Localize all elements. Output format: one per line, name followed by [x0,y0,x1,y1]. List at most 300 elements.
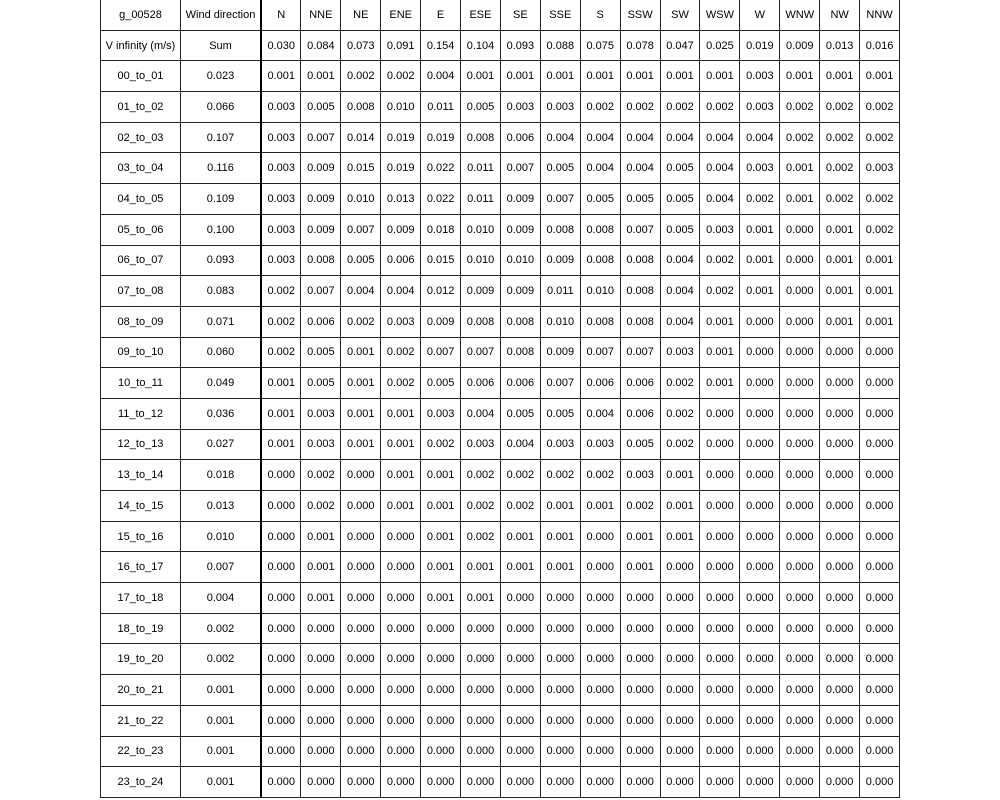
row-sum: 0.001 [181,705,262,736]
frequency-cell: 0.001 [860,245,900,276]
frequency-cell: 0.000 [740,491,780,522]
frequency-cell: 0.002 [261,337,301,368]
frequency-cell: 0.004 [660,122,700,153]
frequency-cell: 0.008 [500,306,540,337]
frequency-cell: 0.000 [740,767,780,798]
frequency-cell: 0.008 [620,306,660,337]
table-row [101,460,900,491]
frequency-cell: 0.005 [421,368,461,399]
frequency-cell: 0.000 [700,583,740,614]
frequency-cell: 0.001 [301,552,341,583]
frequency-cell: 0.000 [700,521,740,552]
frequency-cell: 0.004 [461,398,501,429]
row-sum: 0.027 [181,429,262,460]
frequency-cell: 0.001 [820,306,860,337]
frequency-cell: 0.010 [580,276,620,307]
frequency-cell: 0.009 [301,214,341,245]
speed-bin-label: 22_to_23 [101,736,181,767]
speed-header: V infinity (m/s) [101,30,181,61]
direction-sum-nw: 0.013 [820,30,860,61]
direction-sum-ne: 0.073 [341,30,381,61]
frequency-cell: 0.000 [780,337,820,368]
frequency-cell: 0.006 [301,306,341,337]
frequency-cell: 0.002 [700,276,740,307]
frequency-cell: 0.002 [261,306,301,337]
table-body [101,0,900,797]
speed-bin-label: 10_to_11 [101,368,181,399]
frequency-cell: 0.001 [780,61,820,92]
frequency-cell: 0.005 [301,337,341,368]
frequency-cell: 0.006 [620,398,660,429]
frequency-cell: 0.002 [700,92,740,123]
frequency-cell: 0.002 [740,184,780,215]
frequency-cell: 0.000 [461,675,501,706]
frequency-cell: 0.000 [620,675,660,706]
frequency-cell: 0.014 [341,122,381,153]
table-row [101,705,900,736]
speed-bin-label: 16_to_17 [101,552,181,583]
direction-label-ne: NE [341,0,381,30]
frequency-cell: 0.001 [820,276,860,307]
frequency-cell: 0.001 [421,460,461,491]
frequency-cell: 0.005 [540,398,580,429]
direction-label-wsw: WSW [700,0,740,30]
direction-label-sse: SSE [540,0,580,30]
frequency-cell: 0.001 [261,61,301,92]
frequency-cell: 0.000 [421,613,461,644]
table-row [101,245,900,276]
speed-bin-label: 20_to_21 [101,675,181,706]
frequency-cell: 0.000 [820,491,860,522]
frequency-cell: 0.000 [820,705,860,736]
frequency-cell: 0.008 [580,214,620,245]
frequency-cell: 0.001 [301,583,341,614]
frequency-cell: 0.000 [860,705,900,736]
frequency-cell: 0.000 [780,705,820,736]
frequency-cell: 0.000 [540,675,580,706]
frequency-cell: 0.001 [700,306,740,337]
row-sum: 0.004 [181,583,262,614]
frequency-cell: 0.000 [421,736,461,767]
frequency-cell: 0.000 [301,613,341,644]
frequency-cell: 0.000 [740,521,780,552]
frequency-cell: 0.001 [620,61,660,92]
table-row [101,675,900,706]
frequency-cell: 0.005 [660,184,700,215]
direction-sum-n: 0.030 [261,30,301,61]
frequency-cell: 0.008 [461,122,501,153]
direction-sum-nne: 0.084 [301,30,341,61]
wind-frequency-table [100,0,900,798]
frequency-cell: 0.000 [381,767,421,798]
frequency-cell: 0.008 [500,337,540,368]
frequency-cell: 0.018 [421,214,461,245]
frequency-cell: 0.002 [540,460,580,491]
frequency-cell: 0.008 [341,92,381,123]
frequency-cell: 0.000 [261,552,301,583]
table-row [101,491,900,522]
frequency-cell: 0.002 [461,491,501,522]
frequency-cell: 0.000 [660,583,700,614]
frequency-cell: 0.000 [660,736,700,767]
table-row [101,429,900,460]
frequency-cell: 0.000 [820,613,860,644]
direction-header: Wind direction [181,0,262,30]
frequency-cell: 0.000 [780,521,820,552]
frequency-cell: 0.000 [780,552,820,583]
speed-bin-label: 14_to_15 [101,491,181,522]
frequency-cell: 0.000 [820,675,860,706]
row-sum: 0.023 [181,61,262,92]
frequency-cell: 0.001 [580,491,620,522]
frequency-cell: 0.000 [820,552,860,583]
frequency-cell: 0.000 [860,736,900,767]
frequency-cell: 0.001 [461,583,501,614]
frequency-cell: 0.000 [301,736,341,767]
frequency-cell: 0.002 [500,460,540,491]
frequency-cell: 0.000 [341,705,381,736]
direction-sum-ese: 0.104 [461,30,501,61]
frequency-cell: 0.007 [341,214,381,245]
frequency-cell: 0.011 [540,276,580,307]
frequency-cell: 0.000 [261,613,301,644]
frequency-cell: 0.001 [381,398,421,429]
frequency-cell: 0.022 [421,153,461,184]
direction-label-ene: ENE [381,0,421,30]
frequency-cell: 0.000 [860,337,900,368]
frequency-cell: 0.000 [261,644,301,675]
frequency-cell: 0.000 [620,767,660,798]
frequency-cell: 0.004 [620,122,660,153]
frequency-cell: 0.001 [421,521,461,552]
frequency-cell: 0.000 [540,583,580,614]
frequency-cell: 0.010 [381,92,421,123]
frequency-cell: 0.000 [660,675,700,706]
table-row [101,306,900,337]
frequency-cell: 0.000 [860,398,900,429]
frequency-cell: 0.005 [461,92,501,123]
row-sum: 0.049 [181,368,262,399]
frequency-cell: 0.000 [660,705,700,736]
frequency-cell: 0.015 [341,153,381,184]
frequency-cell: 0.001 [500,552,540,583]
frequency-cell: 0.010 [500,245,540,276]
frequency-cell: 0.007 [540,368,580,399]
speed-bin-label: 04_to_05 [101,184,181,215]
frequency-cell: 0.000 [740,337,780,368]
frequency-cell: 0.006 [381,245,421,276]
frequency-cell: 0.001 [740,245,780,276]
frequency-cell: 0.000 [540,613,580,644]
row-sum: 0.002 [181,644,262,675]
direction-label-nne: NNE [301,0,341,30]
frequency-cell: 0.000 [780,460,820,491]
frequency-cell: 0.000 [500,675,540,706]
frequency-cell: 0.003 [740,61,780,92]
frequency-cell: 0.000 [261,767,301,798]
frequency-cell: 0.000 [301,675,341,706]
table-row [101,122,900,153]
frequency-cell: 0.009 [381,214,421,245]
frequency-cell: 0.000 [500,705,540,736]
frequency-cell: 0.011 [461,184,501,215]
frequency-cell: 0.022 [421,184,461,215]
frequency-cell: 0.001 [700,337,740,368]
frequency-cell: 0.003 [301,429,341,460]
speed-bin-label: 13_to_14 [101,460,181,491]
direction-label-wnw: WNW [780,0,820,30]
frequency-cell: 0.007 [620,337,660,368]
frequency-cell: 0.000 [860,644,900,675]
frequency-cell: 0.000 [261,675,301,706]
row-sum: 0.100 [181,214,262,245]
frequency-cell: 0.007 [421,337,461,368]
row-sum: 0.018 [181,460,262,491]
frequency-cell: 0.005 [540,153,580,184]
frequency-cell: 0.002 [461,460,501,491]
frequency-cell: 0.000 [620,705,660,736]
frequency-cell: 0.001 [540,521,580,552]
direction-sum-sse: 0.088 [540,30,580,61]
direction-label-w: W [740,0,780,30]
frequency-cell: 0.000 [780,306,820,337]
frequency-cell: 0.000 [500,736,540,767]
frequency-cell: 0.001 [421,552,461,583]
speed-bin-label: 05_to_06 [101,214,181,245]
table-row [101,583,900,614]
frequency-cell: 0.004 [500,429,540,460]
table-row [101,184,900,215]
frequency-cell: 0.000 [540,767,580,798]
frequency-cell: 0.002 [660,368,700,399]
frequency-cell: 0.000 [780,398,820,429]
frequency-cell: 0.005 [620,429,660,460]
direction-label-ssw: SSW [620,0,660,30]
frequency-cell: 0.015 [421,245,461,276]
frequency-cell: 0.007 [620,214,660,245]
frequency-cell: 0.002 [660,92,700,123]
frequency-cell: 0.008 [461,306,501,337]
row-sum: 0.060 [181,337,262,368]
frequency-cell: 0.000 [700,705,740,736]
frequency-cell: 0.000 [820,736,860,767]
frequency-cell: 0.000 [740,736,780,767]
speed-bin-label: 08_to_09 [101,306,181,337]
frequency-cell: 0.000 [381,613,421,644]
frequency-cell: 0.001 [381,460,421,491]
frequency-cell: 0.000 [820,368,860,399]
frequency-cell: 0.000 [500,644,540,675]
frequency-cell: 0.001 [500,521,540,552]
frequency-cell: 0.000 [780,276,820,307]
frequency-cell: 0.007 [580,337,620,368]
frequency-cell: 0.002 [341,61,381,92]
frequency-cell: 0.003 [421,398,461,429]
speed-bin-label: 09_to_10 [101,337,181,368]
frequency-cell: 0.004 [540,122,580,153]
frequency-cell: 0.009 [421,306,461,337]
frequency-cell: 0.000 [860,521,900,552]
frequency-cell: 0.000 [700,644,740,675]
frequency-cell: 0.001 [740,276,780,307]
frequency-cell: 0.000 [820,460,860,491]
frequency-cell: 0.001 [421,583,461,614]
frequency-cell: 0.010 [461,245,501,276]
table-row [101,368,900,399]
frequency-cell: 0.000 [780,644,820,675]
frequency-cell: 0.000 [820,644,860,675]
frequency-cell: 0.000 [860,675,900,706]
speed-bin-label: 21_to_22 [101,705,181,736]
frequency-cell: 0.001 [860,306,900,337]
frequency-cell: 0.000 [620,613,660,644]
frequency-cell: 0.000 [660,552,700,583]
frequency-cell: 0.008 [540,214,580,245]
frequency-cell: 0.003 [461,429,501,460]
frequency-cell: 0.010 [540,306,580,337]
frequency-cell: 0.008 [580,306,620,337]
frequency-cell: 0.003 [500,92,540,123]
row-sum: 0.001 [181,736,262,767]
frequency-cell: 0.001 [580,61,620,92]
frequency-cell: 0.006 [500,122,540,153]
table-row [101,61,900,92]
direction-sum-ssw: 0.078 [620,30,660,61]
frequency-cell: 0.001 [461,552,501,583]
frequency-cell: 0.001 [301,61,341,92]
table-row [101,92,900,123]
frequency-cell: 0.001 [620,521,660,552]
frequency-cell: 0.002 [301,491,341,522]
frequency-cell: 0.004 [660,306,700,337]
frequency-cell: 0.000 [860,767,900,798]
speed-bin-label: 11_to_12 [101,398,181,429]
frequency-cell: 0.003 [261,122,301,153]
frequency-cell: 0.002 [700,245,740,276]
frequency-cell: 0.003 [261,245,301,276]
frequency-cell: 0.007 [540,184,580,215]
frequency-cell: 0.000 [740,460,780,491]
frequency-cell: 0.000 [740,306,780,337]
frequency-cell: 0.000 [660,644,700,675]
frequency-cell: 0.002 [780,92,820,123]
frequency-cell: 0.000 [820,767,860,798]
frequency-cell: 0.004 [700,122,740,153]
frequency-cell: 0.003 [381,306,421,337]
frequency-cell: 0.001 [341,429,381,460]
frequency-cell: 0.000 [580,552,620,583]
table-row [101,613,900,644]
frequency-cell: 0.002 [660,398,700,429]
frequency-cell: 0.000 [700,460,740,491]
frequency-cell: 0.000 [421,767,461,798]
row-sum: 0.036 [181,398,262,429]
row-sum: 0.109 [181,184,262,215]
direction-sum-wsw: 0.025 [700,30,740,61]
frequency-cell: 0.008 [301,245,341,276]
direction-sum-sw: 0.047 [660,30,700,61]
frequency-cell: 0.000 [780,583,820,614]
frequency-cell: 0.010 [341,184,381,215]
table-row [101,552,900,583]
speed-bin-label: 12_to_13 [101,429,181,460]
frequency-cell: 0.004 [580,398,620,429]
direction-sum-se: 0.093 [500,30,540,61]
frequency-cell: 0.000 [860,583,900,614]
frequency-cell: 0.003 [620,460,660,491]
frequency-cell: 0.007 [461,337,501,368]
wind-frequency-table-container [100,0,900,800]
frequency-cell: 0.002 [461,521,501,552]
frequency-cell: 0.009 [540,337,580,368]
frequency-cell: 0.000 [580,644,620,675]
speed-bin-label: 18_to_19 [101,613,181,644]
frequency-cell: 0.000 [421,644,461,675]
frequency-cell: 0.000 [500,583,540,614]
frequency-cell: 0.001 [820,61,860,92]
frequency-cell: 0.009 [500,214,540,245]
frequency-cell: 0.000 [261,491,301,522]
frequency-cell: 0.003 [740,153,780,184]
frequency-cell: 0.000 [660,613,700,644]
frequency-cell: 0.001 [341,337,381,368]
frequency-cell: 0.002 [780,122,820,153]
row-sum: 0.066 [181,92,262,123]
frequency-cell: 0.000 [261,583,301,614]
frequency-cell: 0.002 [820,153,860,184]
frequency-cell: 0.019 [421,122,461,153]
frequency-cell: 0.003 [860,153,900,184]
speed-bin-label: 19_to_20 [101,644,181,675]
table-row [101,521,900,552]
direction-sum-nnw: 0.016 [860,30,900,61]
frequency-cell: 0.002 [660,429,700,460]
direction-label-nnw: NNW [860,0,900,30]
table-row [101,337,900,368]
frequency-cell: 0.000 [780,675,820,706]
frequency-cell: 0.000 [700,767,740,798]
sum-row [101,30,900,61]
frequency-cell: 0.002 [580,460,620,491]
frequency-cell: 0.003 [580,429,620,460]
header-row [101,0,900,30]
frequency-cell: 0.009 [500,184,540,215]
frequency-cell: 0.001 [620,552,660,583]
frequency-cell: 0.002 [421,429,461,460]
frequency-cell: 0.000 [860,460,900,491]
frequency-cell: 0.005 [620,184,660,215]
speed-bin-label: 01_to_02 [101,92,181,123]
frequency-cell: 0.000 [700,736,740,767]
frequency-cell: 0.000 [421,675,461,706]
frequency-cell: 0.003 [261,153,301,184]
frequency-cell: 0.000 [461,767,501,798]
frequency-cell: 0.000 [740,675,780,706]
frequency-cell: 0.005 [660,214,700,245]
frequency-cell: 0.000 [780,491,820,522]
row-sum: 0.002 [181,613,262,644]
frequency-cell: 0.001 [740,214,780,245]
frequency-cell: 0.001 [540,61,580,92]
frequency-cell: 0.000 [740,644,780,675]
frequency-cell: 0.000 [580,767,620,798]
frequency-cell: 0.001 [660,460,700,491]
frequency-cell: 0.000 [461,613,501,644]
row-sum: 0.116 [181,153,262,184]
frequency-cell: 0.001 [660,521,700,552]
frequency-cell: 0.000 [341,552,381,583]
direction-sum-ene: 0.091 [381,30,421,61]
